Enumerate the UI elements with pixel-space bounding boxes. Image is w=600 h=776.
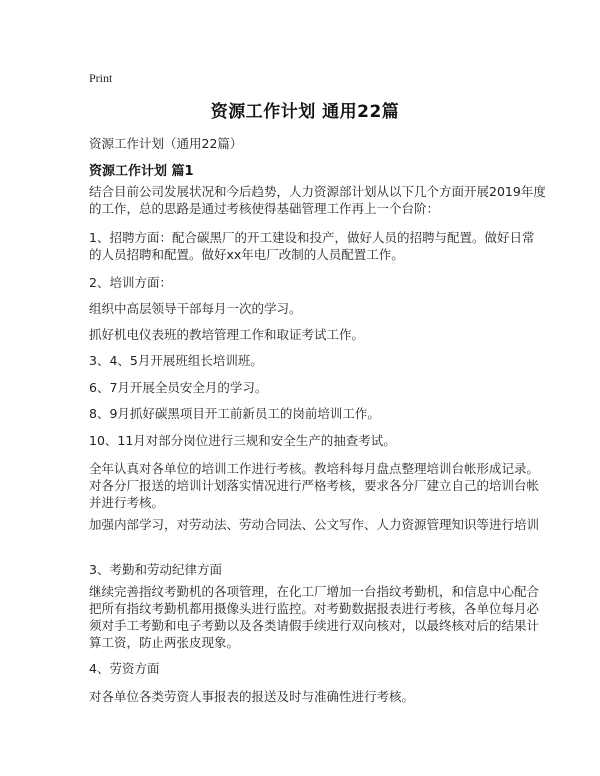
paragraph-line: 结合目前公司发展状况和今后趋势，人力资源部计划从以下几个方面开展2019年度 <box>89 184 546 199</box>
paragraph-line: 2、培训方面： <box>89 275 172 290</box>
paragraph-line: 算工资，防止两张皮现象。 <box>89 635 240 650</box>
paragraph-line: 全年认真对各单位的培训工作进行考核。教培科每月盘点整理培训台帐形成记录。 <box>89 461 540 476</box>
section-heading: 资源工作计划 篇1 <box>89 164 194 179</box>
paragraph <box>89 274 521 291</box>
paragraph-line: 抓好机电仪表班的教培管理工作和取证考试工作。 <box>89 327 365 342</box>
paragraph <box>89 300 521 317</box>
paragraph-line: 继续完善指纹考勤机的各项管理，在化工厂增加一台指纹考勤机，和信息中心配合 <box>89 584 540 599</box>
paragraph-line: 的人员招聘和配置。做好xx年电厂改制的人员配置工作。 <box>89 247 404 262</box>
paragraph-line: 并进行考核。 <box>89 495 165 510</box>
paragraph <box>89 326 521 343</box>
paragraph <box>89 229 535 263</box>
paragraph <box>89 583 540 651</box>
paragraph-line: 的工作，总的思路是通过考核使得基础管理工作再上一个台阶： <box>89 201 440 216</box>
paragraph-line: 10、11月对部分岗位进行三规和安全生产的抽查考试。 <box>89 433 396 448</box>
paragraph-line: 组织中高层领导干部每月一次的学习。 <box>89 301 302 316</box>
paragraph-line: 8、9月抓好碳黑项目开工前新员工的岗前培训工作。 <box>89 406 380 421</box>
paragraph-line: 1、招聘方面：配合碳黑厂的开工建设和投产，做好人员的招聘与配置。做好日常 <box>89 230 535 245</box>
paragraph <box>89 352 521 369</box>
paragraph-line: 3、4、5月开展班组长培训班。 <box>89 353 263 368</box>
paragraph-line: 3、考勤和劳动纪律方面 <box>89 562 222 577</box>
paragraph <box>89 660 521 677</box>
paragraph <box>89 516 540 533</box>
document-title: 资源工作计划 通用22篇 <box>210 102 400 122</box>
paragraph-line: 加强内部学习，对劳动法、劳动合同法、公文写作、人力资源管理知识等进行培训 <box>89 517 540 532</box>
paragraph-line: 6、7月开展全员安全月的学习。 <box>89 380 268 395</box>
paragraph-line: 须对手工考勤和电子考勤以及各类请假手续进行双向核对，以最终核对后的结果计 <box>89 618 540 633</box>
paragraph <box>89 561 521 578</box>
paragraph <box>89 405 521 422</box>
paragraph <box>89 183 546 217</box>
print-link[interactable]: Print <box>89 71 113 85</box>
paragraph-line: 对各分厂报送的培训计划落实情况进行严格考核，要求各分厂建立自己的培训台帐 <box>89 478 540 493</box>
paragraph <box>89 460 540 511</box>
paragraph-line: 4、劳资方面 <box>89 661 160 676</box>
paragraph <box>89 379 521 396</box>
paragraph-line: 对各单位各类劳资人事报表的报送及时与准确性进行考核。 <box>89 689 415 704</box>
document-subtitle: 资源工作计划（通用22篇） <box>89 136 243 151</box>
paragraph-line: 把所有指纹考勤机都用摄像头进行监控。对考勤数据报表进行考核，各单位每月必 <box>89 601 540 616</box>
paragraph <box>89 432 521 449</box>
paragraph <box>89 688 521 705</box>
